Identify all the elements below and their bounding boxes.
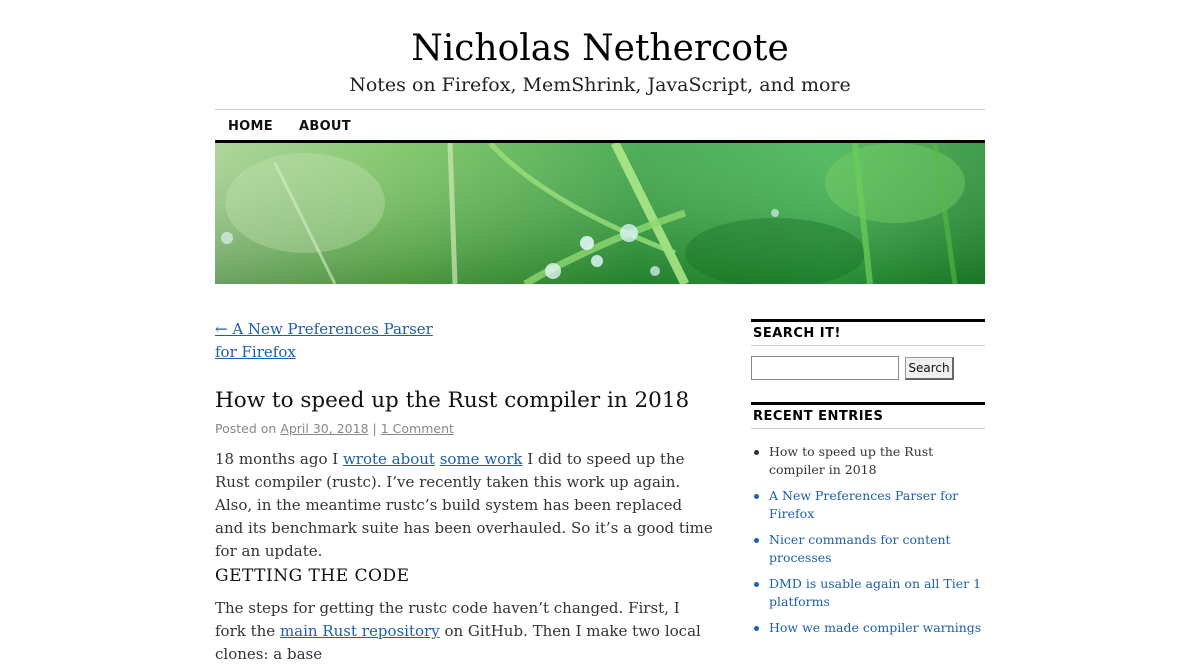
search-form [751,346,985,392]
post-date-link[interactable]: April 30, 2018 [280,421,369,436]
paragraph-text: The steps for getting the rustc code haven’t changed. First, I fork the [215,599,680,640]
search-button[interactable]: Search [905,357,954,380]
recent-entry-link[interactable]: How to speed up the Rust compiler in 2018 [769,444,934,477]
post-meta [215,421,715,437]
nav-home[interactable]: HOME [228,119,273,134]
search-widget-title: SEARCH IT! [751,319,985,346]
wrote-about-link[interactable]: wrote about [342,450,435,468]
section-heading: GETTING THE CODE [215,566,410,586]
paragraph-text: 18 months ago I [215,450,343,468]
recent-entry-link[interactable]: Nicer commands for content processes [769,532,951,565]
nav-about[interactable]: ABOUT [299,119,351,134]
paragraph-text: on GitHub. Then I make two local clones: a base [215,622,701,663]
recent-entry-link[interactable]: How we made compiler warnings [769,620,982,635]
meta-separator: | [372,421,377,436]
recent-entries-title: RECENT ENTRIES [751,402,985,429]
header-image [215,140,985,284]
sidebar [751,319,985,637]
list-item [751,575,985,611]
bullet-icon [754,494,759,499]
previous-post-link[interactable]: ← A New Preferences Parser for Firefox [215,320,433,361]
post-title[interactable]: How to speed up the Rust compiler in 2018 [215,388,690,413]
recent-entries-list [751,443,985,637]
bullet-icon [754,626,759,631]
list-item [751,619,985,637]
site-title[interactable]: Nicholas Nethercote [411,28,789,69]
paragraph-text: I did to speed up the Rust compiler (rustc). I’ve recently taken this work up again. Also, in the meantime rustc’s build system has been replaced and its benchmark suite has been overhauled. So it’s a good time for an update. [215,450,713,560]
search-input[interactable] [751,356,899,380]
site-description: Notes on Firefox, MemShrink, JavaScript, and more [349,74,851,96]
list-item [751,531,985,567]
posted-on-label: Posted on [215,421,277,436]
comments-link[interactable]: 1 Comment [380,421,454,436]
bullet-icon [754,450,759,455]
bullet-icon [754,582,759,587]
list-item [751,443,985,479]
recent-entry-link[interactable]: A New Preferences Parser for Firefox [769,488,959,521]
post-paragraph [215,597,715,666]
bullet-icon [754,538,759,543]
recent-entry-link[interactable]: DMD is usable again on all Tier 1 platforms [769,576,982,609]
post-paragraph [215,448,715,563]
list-item [751,487,985,523]
main-nav [215,110,985,140]
some-work-link[interactable]: some work [439,450,523,468]
main-rust-repository-link[interactable]: main Rust repository [279,622,440,640]
